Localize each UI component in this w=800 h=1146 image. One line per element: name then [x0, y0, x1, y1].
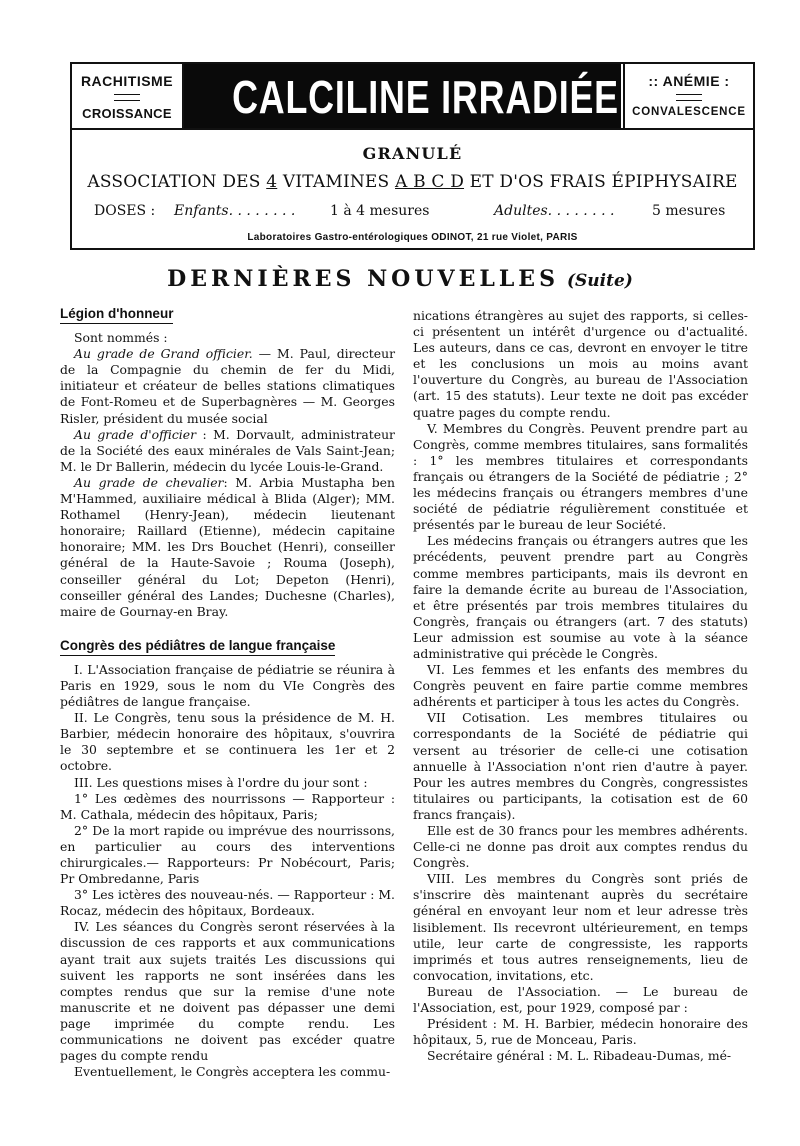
paragraph: VI. Les femmes et les enfants des membres du Congrès peuvent en faire partie comme membres adhérents et participer à tous les actes du Congrès. — [413, 662, 748, 710]
ad-granule: GRANULÉ — [362, 144, 463, 163]
ad-banner — [72, 64, 753, 130]
paragraph: Secrétaire général : M. L. Ribadeau-Dumas, mé- — [427, 1048, 732, 1064]
heading-congres: Congrès des pédiâtres de langue française — [60, 638, 335, 656]
ad-brand: CALCILINE IRRADIÉE — [232, 71, 619, 123]
ad-right-panel — [623, 64, 753, 128]
paragraph: VII Cotisation. Les membres titulaires ou correspondants de la Société de pédiatrie qui versent au trésorier de celle-ci une cotisation annuelle à l'Association n'ont rien d'autre à payer. Pour les autres membres du Congrès, congressistes titulaires ou participants, la cotisation est de 60 francs français). — [413, 710, 748, 822]
paragraph — [60, 475, 395, 620]
paragraph: 1° Les œdèmes des nourrissons — Rapporteur : M. Cathala, médecin des hôpitaux, Paris; — [60, 790, 395, 822]
section-title-main: DERNIÈRES NOUVELLES — [167, 266, 559, 292]
paragraph: Les médecins français ou étrangers autres que les précédents, peuvent prendre part au Congrès comme membres participants, mais ils devront en faire la demande écrite au bureau de l'Association, et être présentés par trois membres titulaires du Congrès, français ou étrangers (art. 7 des statuts) Leur admission est soumise au vote à la séance administrative qui précède le Congrès. — [413, 533, 748, 661]
heading-legion-honneur: Légion d'honneur — [60, 306, 173, 324]
paragraph-text: — M. Paul, directeur de la Compagnie du chemin de fer du Midi, initiateur et créateur de belles stations climatiques de Font-Romeu et de Superbagnères — M. Georges Risler, président du musée social — [60, 346, 396, 426]
ad-left-bottom: CROISSANCE — [82, 106, 172, 121]
grade-label: Au grade d'officier — [74, 426, 197, 442]
paragraph: IV. Les séances du Congrès seront réservées à la discussion de ces rapports et aux communications ayant trait aux sujets traités Les discussions qui suivent les rapports ne sont insérées dans les comptes rendus que sur la remise d'une note manuscrite et ne doivent pas dépasser une demi page imprimée du compte rendu. Les communications ne doivent pas excéder quatre pages du compte rendu — [60, 919, 395, 1064]
paragraph — [60, 427, 395, 475]
grade-label: Au grade de Grand officier. — [74, 346, 253, 362]
ad-assoc-vitamins: A B C D — [395, 172, 465, 192]
advertisement-box — [70, 62, 755, 250]
paragraph: 3° Les ictères des nouveau-nés. — Rapporteur : M. Rocaz, médecin des hôpitaux, Bordeaux. — [60, 887, 395, 919]
ad-adultes-dose: 5 mesures — [652, 203, 726, 219]
ad-laboratories: Laboratoires Gastro-entérologiques ODINOT, 21 rue Violet, PARIS — [247, 232, 578, 243]
paragraph: Bureau de l'Association. — Le bureau de l'Association, est, pour 1929, composé par : — [413, 983, 748, 1016]
ad-left-divider — [114, 94, 140, 101]
ad-right-divider — [676, 94, 702, 101]
grade-label: Au grade de chevalier — [74, 474, 224, 490]
ad-association-line — [72, 172, 753, 192]
ad-left-panel — [72, 64, 184, 128]
ad-right-top: :: ANÉMIE : — [648, 73, 730, 89]
ad-brand-panel — [184, 64, 621, 128]
paragraph-text: : M. Dorvault, administrateur de la Société des eaux minérales de Vals Saint-Jean; M. le Dr Ballerin, médecin du lycée Louis-le-Grand. — [60, 426, 395, 474]
paragraph: 2° De la mort rapide ou imprévue des nourrissons, en particulier au cours des interventions chirurgicales.— Rapporteurs: Pr Nobécourt, Paris; Pr Ombredanne, Paris — [60, 822, 395, 887]
ad-assoc-mid: VITAMINES — [277, 172, 395, 192]
ad-assoc-pre: ASSOCIATION DES — [87, 172, 267, 192]
paragraph: nications étrangères au sujet des rapports, si celles-ci présentent un intérêt d'urgence ou d'actualité. Les auteurs, dans ce cas, devront en envoyer le titre et les conclusions un mois au moins avant l'ouverture du Congrès, au bureau de l'Association (art. 15 des statuts). Leur texte ne doit pas excéder quatre pages du compte rendu. — [413, 308, 748, 420]
ad-left-top: RACHITISME — [80, 73, 174, 89]
paragraph: Elle est de 30 francs pour les membres adhérents. Celle-ci ne donne pas droit aux comptes rendus du Congrès. — [413, 823, 748, 871]
left-column — [60, 306, 395, 1080]
section-title-suite: (Suite) — [566, 271, 633, 291]
ad-right-bottom: CONVALESCENCE — [632, 106, 746, 118]
paragraph: Sont nommés : — [74, 330, 168, 346]
paragraph — [60, 346, 395, 426]
ad-adultes: Adultes. . . . . . . . — [494, 203, 615, 219]
paragraph-text: : M. Arbia Mustapha ben M'Hammed, auxiliaire médical à Blida (Alger); MM. Rothamel (Henry-Jean), médecin lieutenant honoraire; Raillard (Etienne), médecin capitaine honoraire; MM. les Drs Bouchet (Henri), conseiller général de la Haute-Savoie ; Rouma (Joseph), conseiller général du Lot; Depeton (Henri), conseiller général des Landes; Duchesne (Charles), maire de Gournay-en Bray. — [60, 474, 395, 619]
ad-enfants: Enfants. . . . . . . . — [174, 203, 296, 219]
paragraph: Président : M. H. Barbier, médecin honoraire des hôpitaux, 5, rue de Monceau, Paris. — [413, 1016, 748, 1048]
paragraph: II. Le Congrès, tenu sous la présidence de M. H. Barbier, médecin honoraire des hôpitaux, s'ouvrira le 30 septembre et se continuera les 1er et 2 octobre. — [60, 710, 395, 774]
ad-assoc-post: ET D'OS FRAIS ÉPIPHYSAIRE — [464, 172, 738, 192]
ad-assoc-four: 4 — [266, 172, 278, 192]
ad-doses-label: DOSES : — [94, 203, 156, 219]
right-column — [413, 308, 748, 1064]
ad-enfants-dose: 1 à 4 mesures — [330, 203, 430, 219]
paragraph: VIII. Les membres du Congrès sont priés de s'inscrire dès maintenant auprès du secrétaire général en envoyant leur nom et leur adresse très lisiblement. Ils recevront ultérieurement, en temps utile, leur carte de congressiste, les rapports imprimés et tous autres renseignements, lieu de convocation, invitations, etc. — [413, 871, 748, 983]
paragraph: III. Les questions mises à l'ordre du jour sont : — [74, 774, 368, 790]
paragraph: I. L'Association française de pédiatrie se réunira à Paris en 1929, sous le nom du VIe Congrès des pédiâtres de langue française. — [60, 661, 395, 710]
paragraph: Eventuellement, le Congrès acceptera les commu- — [74, 1064, 391, 1080]
paragraph: V. Membres du Congrès. Peuvent prendre part au Congrès, comme membres titulaires, sans formalités : 1° les membres titulaires et correspondants français ou étrangers de la Société de pédiatrie ; 2° les médecins français ou étrangers membres d'une société de pédiatrie régulièrement constituée et présentés par le bureau de leur Société. — [413, 420, 748, 533]
section-title — [0, 266, 800, 292]
